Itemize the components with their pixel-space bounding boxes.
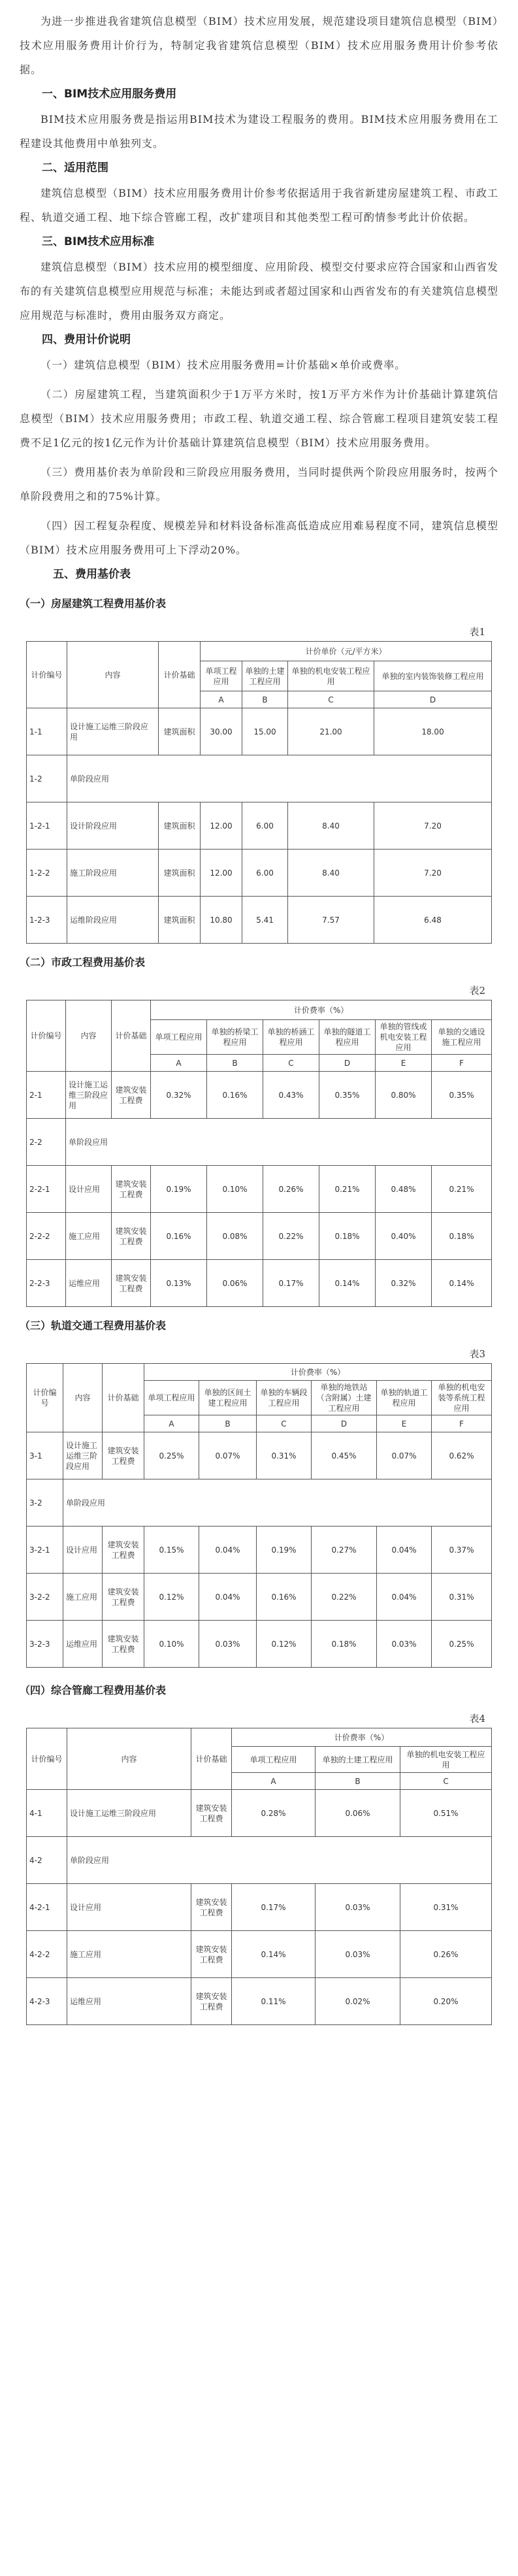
row-code: 4-2	[27, 1837, 67, 1884]
row-value-c: 0.43%	[263, 1072, 319, 1119]
table-4-col-c: 单独的机电安装工程应用	[400, 1747, 492, 1773]
table-3-col-b: 单独的区间土建工程应用	[199, 1381, 257, 1415]
table-2-col-f: 单独的交通设施工程应用	[432, 1020, 492, 1055]
row-value-c: 0.26%	[400, 1931, 492, 1978]
table-4-letter-c: C	[400, 1773, 492, 1790]
row-code: 3-2-3	[27, 1621, 63, 1668]
row-content: 设计阶段应用	[67, 802, 159, 850]
table-1	[26, 641, 492, 944]
table-1-col-d: 单独的室内装饰装修工程应用	[374, 661, 492, 691]
row-value-b: 0.07%	[199, 1432, 257, 1479]
row-content: 设计施工运维三阶段应用	[66, 1072, 112, 1119]
pricing-paragraph-3: （三）费用基价表为单阶段和三阶段应用服务费用，当同时提供两个阶段应用服务时，按两个单阶段费用之和的75%计算。	[20, 466, 498, 503]
row-content: 设计应用	[63, 1527, 103, 1574]
row-content: 设计施工运维三阶段应用	[67, 708, 159, 755]
table-1-letter-b: B	[242, 691, 288, 708]
table-row	[27, 1527, 492, 1574]
table-1-col-c: 单独的机电安装工程应用	[288, 661, 374, 691]
section-3-text: 建筑信息模型（BIM）技术应用的模型细度、应用阶段、模型交付要求应符合国家和山西省发布的有关建筑信息模型应用规范与标准；未能达到或者超过国家和山西省发布的有关建筑信息模型应用规范与标准时，费用由服务双方商定。	[20, 261, 498, 322]
table-1-col-a: 单项工程应用	[201, 661, 242, 691]
row-base: 建筑安装工程费	[103, 1527, 144, 1574]
row-code: 1-2-3	[27, 897, 67, 944]
pricing-paragraph-1: （一）建筑信息模型（BIM）技术应用服务费用=计价基础×单价或费率。	[40, 359, 406, 371]
table-3-title: （三）轨道交通工程费用基价表	[20, 1319, 167, 1332]
table-2-col-d: 单独的隧道工程应用	[319, 1020, 376, 1055]
section-1-heading: 一、BIM技术应用服务费用	[42, 88, 177, 101]
row-base: 建筑安装工程费	[191, 1790, 232, 1837]
table-row	[27, 1621, 492, 1668]
table-1-letter-c: C	[288, 691, 374, 708]
row-value-b: 0.10%	[207, 1166, 263, 1213]
table-3-col-e: 单独的轨道工程应用	[377, 1381, 432, 1415]
row-value-b: 0.06%	[316, 1790, 400, 1837]
table-2-letter-d: D	[319, 1055, 376, 1072]
table-2-letter-c: C	[263, 1055, 319, 1072]
table-3-letter-d: D	[312, 1415, 377, 1432]
row-base: 建筑安装工程费	[191, 1884, 232, 1931]
row-code: 1-2-1	[27, 802, 67, 850]
table-4-col-b: 单独的土建工程应用	[316, 1747, 400, 1773]
table-1-block	[20, 594, 498, 944]
table-3-col-d: 单独的地铁站（含附属）土建工程应用	[312, 1381, 377, 1415]
row-value-c: 0.31%	[257, 1432, 312, 1479]
row-value-b: 6.00	[242, 802, 288, 850]
row-content: 运维应用	[67, 1978, 191, 2025]
table-4-number: 表4	[469, 1713, 485, 1725]
row-content: 设计应用	[66, 1166, 112, 1213]
table-row	[27, 1213, 492, 1260]
row-code: 2-2	[27, 1119, 66, 1166]
table-3-header-base: 计价基础	[103, 1364, 144, 1432]
row-value-c: 0.12%	[257, 1621, 312, 1668]
row-base: 建筑安装工程费	[112, 1166, 151, 1213]
table-row	[27, 1119, 492, 1166]
table-2-col-e: 单独的管线或机电安装工程应用	[376, 1020, 432, 1055]
table-2-col-c: 单独的桥涵工程应用	[263, 1020, 319, 1055]
row-value-c: 0.26%	[263, 1166, 319, 1213]
table-3-header-rate: 计价费率（%）	[144, 1364, 492, 1381]
row-value-f: 0.25%	[432, 1621, 492, 1668]
row-content: 单阶段应用	[67, 1837, 492, 1884]
row-value-c: 0.17%	[263, 1260, 319, 1307]
table-2-header-base: 计价基础	[112, 1000, 151, 1072]
row-content: 施工应用	[67, 1931, 191, 1978]
section-2-heading: 二、适用范围	[42, 161, 108, 174]
table-3-col-c: 单独的车辆段工程应用	[257, 1381, 312, 1415]
row-code: 4-2-3	[27, 1978, 67, 2025]
row-content: 施工应用	[66, 1213, 112, 1260]
row-base: 建筑安装工程费	[112, 1213, 151, 1260]
row-value-f: 0.18%	[432, 1213, 492, 1260]
table-3-letter-e: E	[377, 1415, 432, 1432]
row-value-d: 0.35%	[319, 1072, 376, 1119]
row-value-d: 0.18%	[319, 1213, 376, 1260]
table-2-block	[20, 953, 498, 1307]
row-value-d: 7.20	[374, 802, 492, 850]
row-base: 建筑安装工程费	[191, 1978, 232, 2025]
row-code: 4-2-1	[27, 1884, 67, 1931]
row-value-d: 0.22%	[312, 1574, 377, 1621]
row-value-f: 0.14%	[432, 1260, 492, 1307]
row-value-b: 0.04%	[199, 1574, 257, 1621]
row-value-e: 0.04%	[377, 1527, 432, 1574]
row-value-c: 8.40	[288, 850, 374, 897]
row-value-d: 0.27%	[312, 1527, 377, 1574]
table-row	[27, 897, 492, 944]
row-value-b: 0.06%	[207, 1260, 263, 1307]
table-4-header-base: 计价基础	[191, 1728, 232, 1790]
row-value-d: 7.20	[374, 850, 492, 897]
table-3-number: 表3	[469, 1348, 485, 1360]
row-value-c: 7.57	[288, 897, 374, 944]
row-value-c: 0.22%	[263, 1213, 319, 1260]
table-2-letter-f: F	[432, 1055, 492, 1072]
row-content: 施工阶段应用	[67, 850, 159, 897]
row-content: 单阶段应用	[67, 755, 492, 802]
table-4-letter-b: B	[316, 1773, 400, 1790]
row-code: 4-2-2	[27, 1931, 67, 1978]
row-content: 设计施工运维三阶段应用	[63, 1432, 103, 1479]
row-content: 设计应用	[67, 1884, 191, 1931]
row-code: 1-2-2	[27, 850, 67, 897]
table-row	[27, 1931, 492, 1978]
row-value-f: 0.31%	[432, 1574, 492, 1621]
table-3-header-content: 内容	[63, 1364, 103, 1432]
row-base: 建筑面积	[159, 850, 201, 897]
row-value-c: 8.40	[288, 802, 374, 850]
row-value-c: 0.19%	[257, 1527, 312, 1574]
pricing-paragraph-4: （四）因工程复杂程度、规模差异和材料设备标准高低造成应用难易程度不同，建筑信息模型（BIM）技术应用服务费用可上下浮动20%。	[20, 520, 498, 556]
table-4-header-code: 计价编号	[27, 1728, 67, 1790]
table-row	[27, 1837, 492, 1884]
row-value-a: 0.11%	[232, 1978, 316, 2025]
row-value-a: 0.28%	[232, 1790, 316, 1837]
table-row	[27, 1260, 492, 1307]
table-4-letter-a: A	[232, 1773, 316, 1790]
row-base: 建筑安装工程费	[191, 1931, 232, 1978]
row-value-b: 6.00	[242, 850, 288, 897]
row-value-a: 0.32%	[151, 1072, 207, 1119]
row-value-a: 30.00	[201, 708, 242, 755]
section-4-heading: 四、费用计价说明	[42, 333, 131, 346]
table-row	[27, 1166, 492, 1213]
table-row	[27, 1479, 492, 1527]
row-code: 3-2-2	[27, 1574, 63, 1621]
section-4	[20, 327, 498, 562]
row-value-b: 15.00	[242, 708, 288, 755]
table-1-header-unit: 计价单价（元/平方米）	[201, 642, 492, 661]
row-value-f: 0.35%	[432, 1072, 492, 1119]
table-2-number: 表2	[469, 985, 485, 997]
table-4-col-a: 单项工程应用	[232, 1747, 316, 1773]
table-2	[26, 1000, 492, 1307]
row-base: 建筑安装工程费	[112, 1072, 151, 1119]
intro-paragraph: 为进一步推进我省建筑信息模型（BIM）技术应用发展，规范建设项目建筑信息模型（BIM）技术应用服务费用计价行为，特制定我省建筑信息模型（BIM）技术应用服务费用计价参考依据。	[20, 15, 498, 76]
row-content: 运维应用	[66, 1260, 112, 1307]
row-value-a: 0.16%	[151, 1213, 207, 1260]
table-4-title: （四）综合管廊工程费用基价表	[20, 1684, 167, 1696]
table-3-block	[20, 1316, 498, 1668]
row-value-e: 0.03%	[377, 1621, 432, 1668]
row-code: 3-2	[27, 1479, 63, 1527]
row-value-b: 0.03%	[316, 1884, 400, 1931]
table-2-col-b: 单独的桥梁工程应用	[207, 1020, 263, 1055]
row-value-a: 12.00	[201, 802, 242, 850]
row-value-a: 0.13%	[151, 1260, 207, 1307]
table-row	[27, 708, 492, 755]
row-value-e: 0.07%	[377, 1432, 432, 1479]
row-base: 建筑面积	[159, 708, 201, 755]
section-5-heading: 五、费用基价表	[53, 568, 131, 581]
row-content: 设计施工运维三阶段应用	[67, 1790, 191, 1837]
row-value-a: 0.12%	[144, 1574, 199, 1621]
row-base: 建筑安装工程费	[103, 1621, 144, 1668]
row-base: 建筑面积	[159, 897, 201, 944]
table-2-header-code: 计价编号	[27, 1000, 66, 1072]
section-3	[20, 229, 498, 327]
table-4-header-rate: 计价费率（%）	[232, 1728, 492, 1747]
row-value-a: 12.00	[201, 850, 242, 897]
table-1-header-base: 计价基础	[159, 642, 201, 708]
row-value-a: 0.14%	[232, 1931, 316, 1978]
row-content: 运维阶段应用	[67, 897, 159, 944]
row-value-c: 0.31%	[400, 1884, 492, 1931]
row-value-b: 0.03%	[199, 1621, 257, 1668]
table-1-letter-a: A	[201, 691, 242, 708]
table-row	[27, 1790, 492, 1837]
row-value-d: 18.00	[374, 708, 492, 755]
row-value-c: 21.00	[288, 708, 374, 755]
table-1-header-code: 计价编号	[27, 642, 67, 708]
table-2-col-a: 单项工程应用	[151, 1020, 207, 1055]
row-content: 单阶段应用	[63, 1479, 492, 1527]
row-value-a: 0.17%	[232, 1884, 316, 1931]
row-code: 2-2-1	[27, 1166, 66, 1213]
row-value-f: 0.21%	[432, 1166, 492, 1213]
row-value-d: 0.21%	[319, 1166, 376, 1213]
table-2-header-rate: 计价费率（%）	[151, 1000, 492, 1020]
row-value-e: 0.48%	[376, 1166, 432, 1213]
table-2-header-content: 内容	[66, 1000, 112, 1072]
row-value-a: 10.80	[201, 897, 242, 944]
table-1-number: 表1	[469, 626, 485, 638]
row-value-b: 0.02%	[316, 1978, 400, 2025]
row-code: 2-2-2	[27, 1213, 66, 1260]
table-1-header-content: 内容	[67, 642, 159, 708]
row-value-a: 0.25%	[144, 1432, 199, 1479]
row-code: 4-1	[27, 1790, 67, 1837]
row-value-a: 0.15%	[144, 1527, 199, 1574]
table-3-letter-b: B	[199, 1415, 257, 1432]
table-1-letter-d: D	[374, 691, 492, 708]
table-1-title: （一）房屋建筑工程费用基价表	[20, 597, 167, 610]
section-2-text: 建筑信息模型（BIM）技术应用服务费用计价参考依据适用于我省新建房屋建筑工程、市政工程、轨道交通工程、地下综合管廊工程，改扩建项目和其他类型工程可酌情参考此计价依据。	[20, 187, 498, 223]
row-value-a: 0.10%	[144, 1621, 199, 1668]
row-content: 单阶段应用	[66, 1119, 492, 1166]
table-row	[27, 755, 492, 802]
table-1-col-b: 单独的土建工程应用	[242, 661, 288, 691]
table-3-letter-c: C	[257, 1415, 312, 1432]
row-base: 建筑安装工程费	[103, 1574, 144, 1621]
row-value-d: 0.18%	[312, 1621, 377, 1668]
table-2-letter-e: E	[376, 1055, 432, 1072]
row-value-b: 0.08%	[207, 1213, 263, 1260]
row-value-c: 0.20%	[400, 1978, 492, 2025]
table-3-col-f: 单独的机电安装等系统工程应用	[432, 1381, 492, 1415]
table-3-letter-a: A	[144, 1415, 199, 1432]
table-4	[26, 1728, 492, 2025]
row-code: 2-1	[27, 1072, 66, 1119]
row-value-e: 0.40%	[376, 1213, 432, 1260]
row-value-b: 0.16%	[207, 1072, 263, 1119]
table-3-letter-f: F	[432, 1415, 492, 1432]
row-code: 3-2-1	[27, 1527, 63, 1574]
row-code: 1-1	[27, 708, 67, 755]
row-value-d: 0.14%	[319, 1260, 376, 1307]
section-1	[20, 82, 498, 156]
table-3-header-code: 计价编号	[27, 1364, 63, 1432]
row-value-d: 6.48	[374, 897, 492, 944]
table-4-header-content: 内容	[67, 1728, 191, 1790]
row-content: 施工应用	[63, 1574, 103, 1621]
row-code: 3-1	[27, 1432, 63, 1479]
row-value-c: 0.51%	[400, 1790, 492, 1837]
table-row	[27, 1072, 492, 1119]
table-row	[27, 802, 492, 850]
table-row	[27, 1574, 492, 1621]
section-2	[20, 156, 498, 229]
row-value-e: 0.80%	[376, 1072, 432, 1119]
row-base: 建筑安装工程费	[112, 1260, 151, 1307]
row-value-b: 5.41	[242, 897, 288, 944]
row-value-e: 0.32%	[376, 1260, 432, 1307]
table-2-letter-b: B	[207, 1055, 263, 1072]
row-base: 建筑安装工程费	[103, 1432, 144, 1479]
table-row	[27, 1432, 492, 1479]
table-row	[27, 1884, 492, 1931]
row-value-b: 0.04%	[199, 1527, 257, 1574]
section-1-text: BIM技术应用服务费是指运用BIM技术为建设工程服务的费用。BIM技术应用服务费用在工程建设其他费用中单独列支。	[20, 113, 498, 150]
table-2-letter-a: A	[151, 1055, 207, 1072]
row-base: 建筑面积	[159, 802, 201, 850]
table-row	[27, 1978, 492, 2025]
table-3	[26, 1363, 492, 1668]
row-code: 2-2-3	[27, 1260, 66, 1307]
table-row	[27, 850, 492, 897]
row-value-b: 0.03%	[316, 1931, 400, 1978]
section-3-heading: 三、BIM技术应用标准	[42, 235, 155, 248]
row-value-c: 0.16%	[257, 1574, 312, 1621]
table-2-title: （二）市政工程费用基价表	[20, 956, 146, 968]
pricing-paragraph-2: （二）房屋建筑工程，当建筑面积少于1万平方米时，按1万平方米作为计价基础计算建筑信息模型（BIM）技术应用服务费用；市政工程、轨道交通工程、综合管廊工程项目建筑安装工程费不足1亿元的按1亿元作为计价基础计算建筑信息模型（BIM）技术应用服务费用。	[20, 388, 498, 449]
table-3-col-a: 单项工程应用	[144, 1381, 199, 1415]
row-value-f: 0.37%	[432, 1527, 492, 1574]
row-value-e: 0.04%	[377, 1574, 432, 1621]
table-4-block	[20, 1681, 498, 2025]
row-value-d: 0.45%	[312, 1432, 377, 1479]
row-value-a: 0.19%	[151, 1166, 207, 1213]
row-code: 1-2	[27, 755, 67, 802]
row-value-f: 0.62%	[432, 1432, 492, 1479]
row-content: 运维应用	[63, 1621, 103, 1668]
